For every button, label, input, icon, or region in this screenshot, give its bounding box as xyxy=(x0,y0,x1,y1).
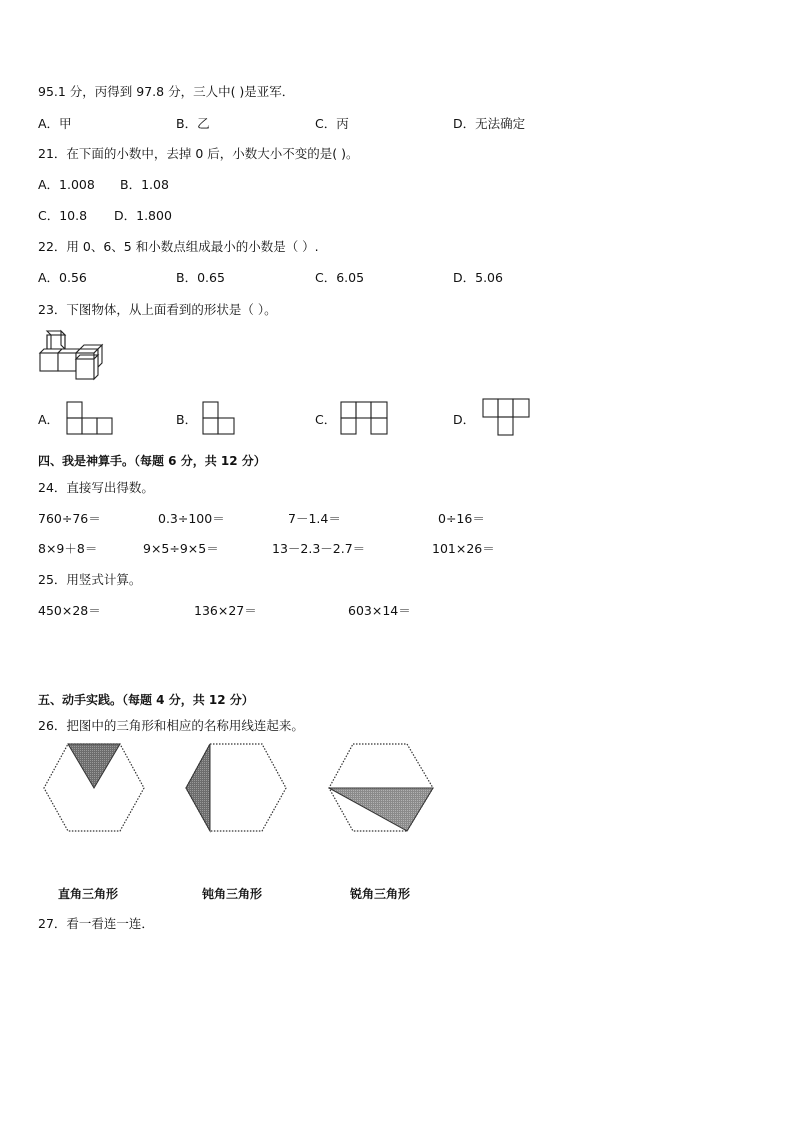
section-5-heading: 五、动手实践。（每题 4 分，共 12 分） xyxy=(38,693,254,707)
q24-item-5: 8×9＋8＝ xyxy=(38,541,98,556)
hexagon-figure-2 xyxy=(184,742,288,834)
section-4-heading: 四、我是神算手。（每题 6 分，共 12 分） xyxy=(38,454,266,468)
q21-option-c[interactable]: C．10.8 xyxy=(38,208,88,223)
q21-option-b[interactable]: B．1.08 xyxy=(120,177,169,192)
q20-option-b[interactable]: B．乙 xyxy=(176,116,210,131)
q25-item-3: 603×14＝ xyxy=(348,603,411,618)
q25-item-1: 450×28＝ xyxy=(38,603,101,618)
q23-option-d[interactable]: D． xyxy=(453,412,476,427)
q20-option-c[interactable]: C．丙 xyxy=(315,116,349,131)
q26-stem: 26．把图中的三角形和相应的名称用线连起来。 xyxy=(38,718,304,733)
q23-shape-c xyxy=(340,401,390,435)
q24-item-4: 0÷16＝ xyxy=(438,511,485,526)
label-acute-triangle: 锐角三角形 xyxy=(350,887,411,901)
q20-stem: 95.1 分，丙得到 97.8 分，三人中( )是亚军． xyxy=(38,84,295,99)
q21-stem: 21．在下面的小数中，去掉 0 后，小数大小不变的是( )。 xyxy=(38,146,359,161)
q23-shape-a xyxy=(66,401,114,435)
q24-stem: 24．直接写出得数。 xyxy=(38,480,154,495)
q25-stem: 25．用竖式计算。 xyxy=(38,572,142,587)
obtuse-triangle-shape xyxy=(186,744,210,831)
q23-option-a[interactable]: A． xyxy=(38,412,60,427)
q27-stem: 27．看一看连一连． xyxy=(38,916,154,931)
q22-stem: 22．用 0、6、5 和小数点组成最小的小数是（ ）. xyxy=(38,239,319,254)
label-obtuse-triangle: 钝角三角形 xyxy=(202,887,263,901)
q20-option-a[interactable]: A．甲 xyxy=(38,116,72,131)
q22-option-a[interactable]: A．0.56 xyxy=(38,270,87,285)
q23-option-b[interactable]: B． xyxy=(176,412,198,427)
q22-option-b[interactable]: B．0.65 xyxy=(176,270,225,285)
q23-option-c[interactable]: C． xyxy=(315,412,337,427)
q24-item-7: 13－2.3－2.7＝ xyxy=(272,541,366,556)
q24-item-1: 760÷76＝ xyxy=(38,511,101,526)
q24-item-2: 0.3÷100＝ xyxy=(158,511,225,526)
q23-shape-d xyxy=(482,398,532,438)
label-right-triangle: 直角三角形 xyxy=(58,887,119,901)
q22-option-c[interactable]: C．6.05 xyxy=(315,270,365,285)
q21-option-d[interactable]: D．1.800 xyxy=(114,208,172,223)
q22-option-d[interactable]: D．5.06 xyxy=(453,270,503,285)
q20-option-d[interactable]: D．无法确定 xyxy=(453,116,526,131)
hexagon-figure-3 xyxy=(327,742,435,834)
q24-item-8: 101×26＝ xyxy=(432,541,495,556)
q23-stem: 23．下图物体，从上面看到的形状是（ ）。 xyxy=(38,302,277,317)
q21-option-a[interactable]: A．1.008 xyxy=(38,177,95,192)
q25-item-2: 136×27＝ xyxy=(194,603,257,618)
q24-item-6: 9×5÷9×5＝ xyxy=(143,541,219,556)
hexagon-figure-1 xyxy=(42,742,146,834)
cube-object-figure xyxy=(38,330,110,382)
q23-shape-b xyxy=(202,401,236,435)
q24-item-3: 7－1.4＝ xyxy=(288,511,341,526)
